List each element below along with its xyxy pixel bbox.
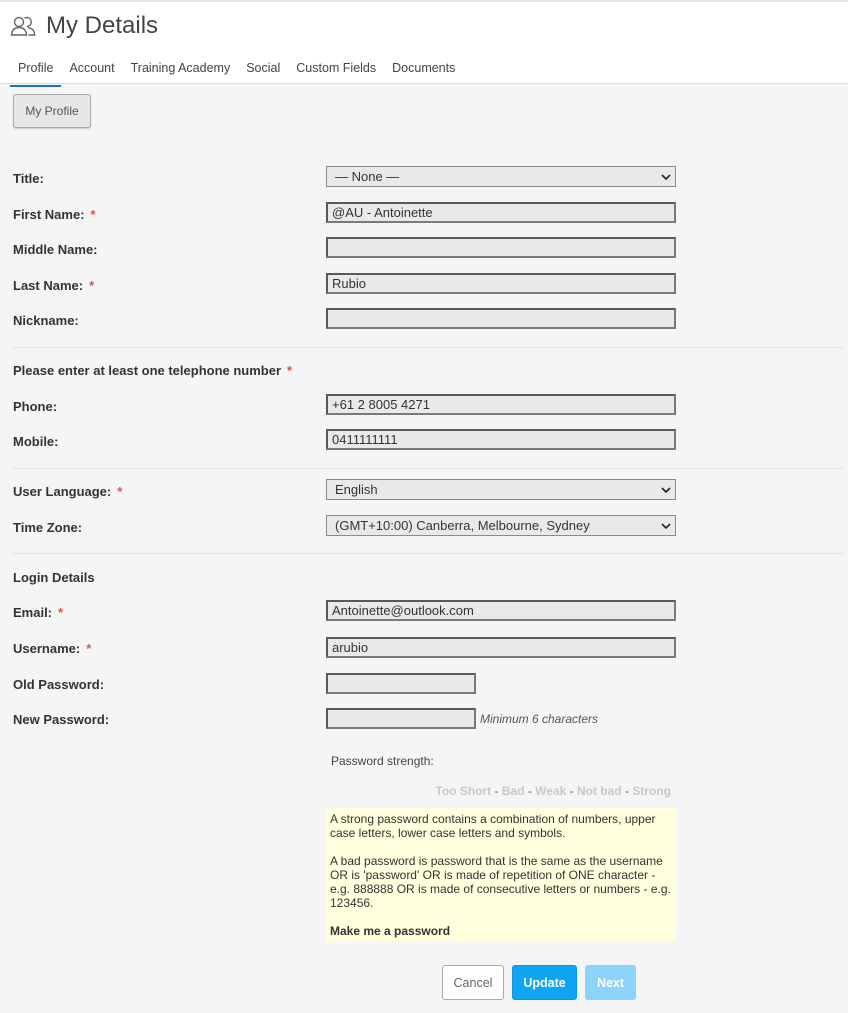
strength-level-not-bad: Not bad <box>576 784 622 798</box>
chevron-down-icon <box>661 172 671 182</box>
old-password-input[interactable] <box>326 673 476 694</box>
strength-separator: - <box>491 784 502 798</box>
password-strength-label: Password strength: <box>331 754 434 768</box>
tab-social[interactable]: Social <box>246 61 281 75</box>
password-tips-box <box>326 808 676 941</box>
make-password-link[interactable]: Make me a password <box>330 924 451 938</box>
time-zone-select[interactable] <box>326 515 676 536</box>
header-bar <box>0 0 848 84</box>
bad-password-tip: A bad password is password that is the same as the username OR is 'password' OR is made of repetition of ONE character - e.g. 888888 OR is made of consecutive letters or numbers - e.g. 123456. <box>330 854 671 910</box>
required-marker: * <box>86 641 92 656</box>
last-name-label: Last Name: * <box>13 278 95 293</box>
strength-separator: - <box>621 784 633 798</box>
strength-level-too-short: Too Short <box>435 784 492 798</box>
chevron-down-icon <box>661 485 671 495</box>
new-password-hint: Minimum 6 characters <box>480 712 599 726</box>
required-marker: * <box>287 363 293 378</box>
phone-input[interactable]: +61 2 8005 4271 <box>326 394 676 415</box>
tab-documents[interactable]: Documents <box>392 61 456 75</box>
phone-section-heading: Please enter at least one telephone number * <box>13 363 293 378</box>
strength-level-weak: Weak <box>535 784 567 798</box>
middle-name-input[interactable] <box>326 237 676 258</box>
username-input[interactable]: arubio <box>326 637 676 658</box>
tab-bar <box>10 58 463 86</box>
login-details-heading: Login Details <box>13 570 95 585</box>
my-profile-button[interactable]: My Profile <box>13 94 91 128</box>
tab-profile[interactable]: Profile <box>10 58 61 86</box>
last-name-input[interactable]: Rubio <box>326 273 676 294</box>
first-name-input[interactable]: @AU - Antoinette <box>326 202 676 223</box>
first-name-label: First Name: * <box>13 207 96 222</box>
section-divider <box>13 347 843 348</box>
cancel-button[interactable]: Cancel <box>442 965 504 1000</box>
tab-training-academy[interactable]: Training Academy <box>130 61 231 75</box>
user-language-value: English <box>335 482 378 497</box>
new-password-input[interactable] <box>326 708 476 729</box>
nickname-input[interactable] <box>326 308 676 329</box>
page-title: My Details <box>46 12 159 39</box>
strength-separator: - <box>524 784 536 798</box>
users-icon <box>10 15 36 37</box>
required-marker: * <box>117 484 123 499</box>
page-title-group <box>10 12 158 40</box>
required-marker: * <box>90 207 96 222</box>
section-divider <box>13 468 843 469</box>
tab-account[interactable]: Account <box>69 61 115 75</box>
update-button[interactable]: Update <box>512 965 577 1000</box>
required-marker: * <box>89 278 95 293</box>
user-language-select[interactable] <box>326 479 676 500</box>
mobile-label: Mobile: <box>13 434 59 449</box>
time-zone-label: Time Zone: <box>13 520 83 535</box>
old-password-label: Old Password: <box>13 677 105 692</box>
strength-separator: - <box>566 784 577 798</box>
time-zone-value: (GMT+10:00) Canberra, Melbourne, Sydney <box>335 518 590 533</box>
title-select[interactable] <box>326 166 676 187</box>
user-language-label: User Language: * <box>13 484 123 499</box>
middle-name-label: Middle Name: <box>13 242 98 257</box>
section-divider <box>13 553 843 554</box>
email-input[interactable]: Antoinette@outlook.com <box>326 600 676 621</box>
new-password-label: New Password: <box>13 712 110 727</box>
chevron-down-icon <box>661 521 671 531</box>
nickname-label: Nickname: <box>13 313 79 328</box>
strength-level-strong: Strong <box>632 784 671 798</box>
mobile-input[interactable]: 0411111111 <box>326 429 676 450</box>
password-strength-scale <box>435 784 671 798</box>
strength-level-bad: Bad <box>501 784 525 798</box>
strong-password-tip: A strong password contains a combination of numbers, upper case letters, lower case letters and symbols. <box>330 812 656 840</box>
tab-custom-fields[interactable]: Custom Fields <box>296 61 377 75</box>
username-label: Username: * <box>13 641 92 656</box>
email-label: Email: * <box>13 605 64 620</box>
phone-label: Phone: <box>13 399 58 414</box>
next-button[interactable]: Next <box>585 965 636 1000</box>
title-select-value: — None — <box>335 169 400 184</box>
title-label: Title: <box>13 171 44 186</box>
required-marker: * <box>58 605 64 620</box>
